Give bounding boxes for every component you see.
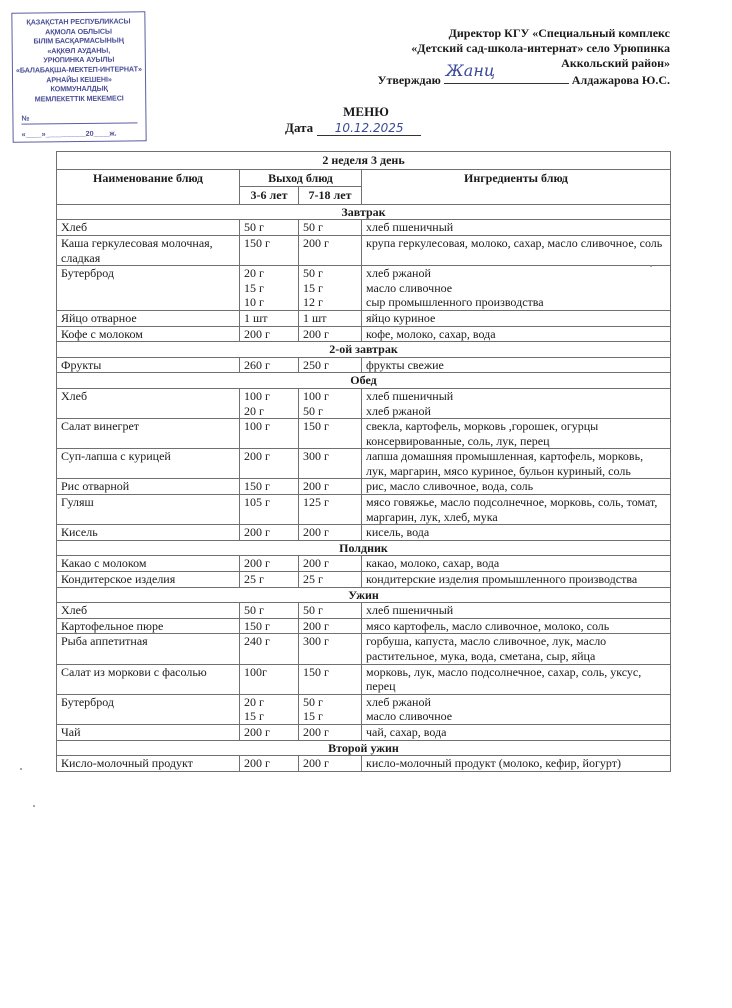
yield-3-6-line: 240 г xyxy=(244,634,270,649)
yield-7-18 xyxy=(299,326,362,342)
table-row xyxy=(57,694,671,724)
yield-3-6-line: 1 шт xyxy=(244,310,268,325)
header-yield: Выход блюд xyxy=(240,169,362,187)
table-row xyxy=(57,603,671,619)
yield-7-18-line: 250 г xyxy=(303,357,329,372)
yield-7-18 xyxy=(299,634,362,664)
ingredients xyxy=(362,694,671,724)
yield-3-6-line: 20 г xyxy=(244,403,264,418)
header-ingredients: Ингредиенты блюд xyxy=(362,169,671,204)
ingredients xyxy=(362,310,671,326)
stamp-line: «АҚКӨЛ АУДАНЫ, xyxy=(47,45,111,56)
stamp-line: АРНАЙЫ КЕШЕНІ» xyxy=(46,74,112,84)
signature-line xyxy=(444,61,569,84)
yield-3-6 xyxy=(240,449,299,479)
stamp-number-field: № xyxy=(21,112,137,124)
yield-3-6-line: 260 г xyxy=(244,357,270,372)
header-row xyxy=(57,169,671,187)
ingredients-line: мясо картофель, масло сливочное, молоко, соль xyxy=(366,618,610,633)
stamp-line: «БАЛАБАҚША-МЕКТЕП-ИНТЕРНАТ» xyxy=(15,64,142,75)
yield-7-18-line: 25 г xyxy=(303,572,323,587)
table-row xyxy=(57,495,671,525)
dish-name: Гуляш xyxy=(57,495,240,525)
ingredients-line: мясо говяжье, масло подсолнечное, морковь, соль, томат, маргарин, лук, хлеб, мука xyxy=(366,495,658,524)
yield-3-6-line: 150 г xyxy=(244,479,270,494)
scan-speck xyxy=(33,805,35,807)
yield-7-18 xyxy=(299,525,362,541)
ingredients xyxy=(362,603,671,619)
yield-3-6-line: 200 г xyxy=(244,556,270,571)
menu-table xyxy=(56,151,671,772)
yield-7-18-line: 50 г xyxy=(303,403,323,418)
yield-7-18 xyxy=(299,310,362,326)
approval-block xyxy=(378,26,670,88)
yield-7-18-line: 50 г xyxy=(303,220,323,235)
ingredients-line: свекла, картофель, морковь ,горошек, огурцы консервированные, соль, лук, перец xyxy=(366,419,599,448)
ingredients xyxy=(362,266,671,311)
section-title: Обед xyxy=(57,373,671,389)
dish-name: Фрукты xyxy=(57,357,240,373)
yield-7-18-line: 200 г xyxy=(303,556,329,571)
ingredients xyxy=(362,235,671,265)
table-row xyxy=(57,266,671,311)
header-age-7-18: 7-18 лет xyxy=(299,187,362,205)
yield-3-6-line: 10 г xyxy=(244,295,264,310)
ingredients xyxy=(362,388,671,418)
yield-3-6 xyxy=(240,664,299,694)
table-row xyxy=(57,525,671,541)
dish-name: Бутерброд xyxy=(57,694,240,724)
section-row xyxy=(57,740,671,756)
ingredients-line: кофе, молоко, сахар, вода xyxy=(366,326,496,341)
ingredients xyxy=(362,525,671,541)
table-row xyxy=(57,618,671,634)
section-title: Второй ужин xyxy=(57,740,671,756)
yield-7-18-line: 15 г xyxy=(303,280,323,295)
yield-3-6-line: 200 г xyxy=(244,724,270,739)
table-row xyxy=(57,326,671,342)
section-title: Ужин xyxy=(57,587,671,603)
yield-3-6-line: 200 г xyxy=(244,449,270,464)
yield-3-6 xyxy=(240,724,299,740)
section-row xyxy=(57,587,671,603)
yield-7-18-line: 200 г xyxy=(303,724,329,739)
approval-line-2: «Детский сад-школа-интернат» село Урюпинка xyxy=(411,41,670,55)
dish-name: Каша геркулесовая молочная, сладкая xyxy=(57,235,240,265)
ingredients-line: сыр промышленного производства xyxy=(366,295,544,310)
yield-3-6 xyxy=(240,357,299,373)
ingredients-line: чай, сахар, вода xyxy=(366,724,447,739)
dish-name: Бутерброд xyxy=(57,266,240,311)
stamp-line: АҚМОЛА ОБЛЫСЫ xyxy=(45,26,112,36)
table-row xyxy=(57,235,671,265)
yield-7-18-line: 50 г xyxy=(303,603,323,618)
date-value: 10.12.2025 xyxy=(317,121,421,136)
ingredients-line: кисель, вода xyxy=(366,525,430,540)
yield-7-18-line: 200 г xyxy=(303,525,329,540)
ingredients xyxy=(362,634,671,664)
table-row xyxy=(57,664,671,694)
stamp-line: МЕМЛЕКЕТТІК МЕКЕМЕСІ xyxy=(34,93,124,104)
dish-name: Рис отварной xyxy=(57,479,240,495)
yield-3-6-line: 20 г xyxy=(244,266,264,281)
yield-3-6-line: 100г xyxy=(244,664,267,679)
yield-7-18 xyxy=(299,572,362,588)
yield-3-6-line: 200 г xyxy=(244,326,270,341)
yield-3-6 xyxy=(240,419,299,449)
yield-7-18 xyxy=(299,235,362,265)
dish-name: Чай xyxy=(57,724,240,740)
yield-7-18 xyxy=(299,724,362,740)
yield-3-6 xyxy=(240,388,299,418)
dish-name: Кисло-молочный продукт xyxy=(57,756,240,772)
ingredients-line: горбуша, капуста, масло сливочное, лук, масло растительное, мука, вода, сметана, сыр, яйца xyxy=(366,634,607,663)
signer-name: Алдажарова Ю.С. xyxy=(571,73,670,87)
section-title: Завтрак xyxy=(57,204,671,220)
ingredients xyxy=(362,220,671,236)
dish-name: Яйцо отварное xyxy=(57,310,240,326)
ingredients-line: яйцо куриное xyxy=(366,310,436,325)
ingredients-line: хлеб ржаной xyxy=(366,403,431,418)
yield-7-18 xyxy=(299,603,362,619)
yield-3-6 xyxy=(240,572,299,588)
section-row xyxy=(57,342,671,358)
ingredients-line: хлеб пшеничный xyxy=(366,603,454,618)
yield-7-18-line: 300 г xyxy=(303,449,329,464)
yield-3-6 xyxy=(240,556,299,572)
stamp-date-field: «____»__________20____ж. xyxy=(21,128,117,139)
yield-3-6-line: 50 г xyxy=(244,603,264,618)
yield-7-18-line: 200 г xyxy=(303,756,329,771)
table-row xyxy=(57,388,671,418)
yield-3-6 xyxy=(240,756,299,772)
ingredients-line: кисло-молочный продукт (молоко, кефир, йогурт) xyxy=(366,756,621,771)
yield-3-6-line: 25 г xyxy=(244,572,264,587)
table-row xyxy=(57,634,671,664)
stamp-line: ҚАЗАҚСТАН РЕСПУБЛИКАСЫ xyxy=(26,16,131,27)
ingredients-line: хлеб ржаной xyxy=(366,266,431,281)
table-row xyxy=(57,449,671,479)
dish-name: Хлеб xyxy=(57,603,240,619)
yield-3-6-line: 150 г xyxy=(244,235,270,250)
table-row xyxy=(57,556,671,572)
yield-3-6-line: 50 г xyxy=(244,220,264,235)
ingredients-line: хлеб пшеничный xyxy=(366,220,454,235)
stamp-line: БІЛІМ БАСҚАРМАСЫНЫҢ xyxy=(33,35,124,46)
ingredients xyxy=(362,495,671,525)
yield-7-18-line: 200 г xyxy=(303,326,329,341)
ingredients-line: какао, молоко, сахар, вода xyxy=(366,556,500,571)
week-day-row xyxy=(57,152,671,170)
page-title: МЕНЮ xyxy=(343,104,389,119)
ingredients xyxy=(362,449,671,479)
dish-name: Хлеб xyxy=(57,220,240,236)
dish-name: Салат винегрет xyxy=(57,419,240,449)
yield-7-18 xyxy=(299,419,362,449)
ingredients xyxy=(362,357,671,373)
ingredients xyxy=(362,724,671,740)
scan-speck xyxy=(650,265,652,267)
header-age-3-6: 3-6 лет xyxy=(240,187,299,205)
yield-3-6-line: 200 г xyxy=(244,525,270,540)
approve-label: Утверждаю xyxy=(377,73,441,87)
yield-7-18-line: 200 г xyxy=(303,479,329,494)
signature: Жанц xyxy=(445,61,496,80)
section-row xyxy=(57,540,671,556)
yield-3-6 xyxy=(240,220,299,236)
yield-7-18 xyxy=(299,220,362,236)
yield-7-18-line: 200 г xyxy=(303,618,329,633)
dish-name: Какао с молоком xyxy=(57,556,240,572)
yield-7-18 xyxy=(299,388,362,418)
ingredients xyxy=(362,664,671,694)
dish-name: Кисель xyxy=(57,525,240,541)
yield-7-18-line: 125 г xyxy=(303,495,329,510)
table-row xyxy=(57,220,671,236)
yield-7-18-line: 50 г xyxy=(303,694,323,709)
date-label: Дата xyxy=(285,120,314,135)
yield-3-6 xyxy=(240,479,299,495)
ingredients xyxy=(362,419,671,449)
yield-7-18 xyxy=(299,266,362,311)
approval-line-3: Аккольский район» xyxy=(561,56,670,70)
yield-7-18-line: 50 г xyxy=(303,266,323,281)
dish-name: Кофе с молоком xyxy=(57,326,240,342)
ingredients xyxy=(362,572,671,588)
yield-3-6-line: 150 г xyxy=(244,618,270,633)
ingredients-line: лапша домашняя промышленная, картофель, морковь, лук, маргарин, мясо куриное, бульон куриный, соль xyxy=(366,449,644,478)
yield-7-18 xyxy=(299,357,362,373)
ingredients-line: хлеб пшеничный xyxy=(366,388,454,403)
table-row xyxy=(57,724,671,740)
table-row xyxy=(57,419,671,449)
date-row xyxy=(285,120,421,136)
table-row xyxy=(57,756,671,772)
dish-name: Хлеб xyxy=(57,388,240,418)
yield-7-18 xyxy=(299,618,362,634)
yield-7-18 xyxy=(299,449,362,479)
yield-3-6 xyxy=(240,634,299,664)
yield-7-18-line: 150 г xyxy=(303,664,329,679)
yield-7-18-line: 15 г xyxy=(303,709,323,724)
section-row xyxy=(57,204,671,220)
ingredients-line: морковь, лук, масло подсолнечное, сахар, соль, уксус, перец xyxy=(366,664,642,694)
yield-7-18 xyxy=(299,556,362,572)
official-stamp xyxy=(11,11,146,142)
dish-name: Салат из моркови с фасолью xyxy=(57,664,240,694)
yield-3-6-line: 200 г xyxy=(244,756,270,771)
dish-name: Рыба аппетитная xyxy=(57,634,240,664)
ingredients-line: кондитерские изделия промышленного производства xyxy=(366,572,638,587)
ingredients-line: масло сливочное xyxy=(366,709,453,724)
yield-7-18 xyxy=(299,756,362,772)
yield-3-6 xyxy=(240,618,299,634)
yield-7-18 xyxy=(299,664,362,694)
ingredients-line: масло сливочное xyxy=(366,280,453,295)
yield-7-18 xyxy=(299,694,362,724)
stamp-line: КОММУНАЛДЫҚ xyxy=(50,83,108,94)
yield-7-18-line: 12 г xyxy=(303,295,323,310)
table-row xyxy=(57,479,671,495)
table-row xyxy=(57,357,671,373)
ingredients xyxy=(362,479,671,495)
dish-name: Кондитерское изделия xyxy=(57,572,240,588)
yield-7-18-line: 150 г xyxy=(303,419,329,434)
week-day-header: 2 неделя 3 день xyxy=(57,152,671,170)
yield-3-6-line: 15 г xyxy=(244,709,264,724)
table-row xyxy=(57,310,671,326)
yield-7-18 xyxy=(299,495,362,525)
ingredients-line: крупа геркулесовая, молоко, сахар, масло сливочное, соль xyxy=(366,235,663,250)
yield-3-6-line: 100 г xyxy=(244,419,270,434)
ingredients xyxy=(362,556,671,572)
table-row xyxy=(57,572,671,588)
header-dish-name: Наименование блюд xyxy=(57,169,240,204)
yield-3-6 xyxy=(240,694,299,724)
yield-3-6 xyxy=(240,603,299,619)
yield-7-18-line: 100 г xyxy=(303,388,329,403)
yield-3-6-line: 105 г xyxy=(244,495,270,510)
ingredients xyxy=(362,326,671,342)
yield-3-6-line: 20 г xyxy=(244,694,264,709)
yield-3-6 xyxy=(240,495,299,525)
section-title: 2-ой завтрак xyxy=(57,342,671,358)
yield-3-6-line: 100 г xyxy=(244,388,270,403)
yield-3-6-line: 15 г xyxy=(244,280,264,295)
yield-3-6 xyxy=(240,266,299,311)
yield-7-18-line: 200 г xyxy=(303,235,329,250)
approval-line-1: Директор КГУ «Специальный комплекс xyxy=(448,26,670,40)
ingredients-line: хлеб ржаной xyxy=(366,694,431,709)
ingredients-line: фрукты свежие xyxy=(366,357,444,372)
yield-7-18 xyxy=(299,479,362,495)
yield-7-18-line: 1 шт xyxy=(303,310,327,325)
ingredients-line: рис, масло сливочное, вода, соль xyxy=(366,479,534,494)
dish-name: Картофельное пюре xyxy=(57,618,240,634)
yield-3-6 xyxy=(240,326,299,342)
ingredients xyxy=(362,618,671,634)
yield-7-18-line: 300 г xyxy=(303,634,329,649)
section-title: Полдник xyxy=(57,540,671,556)
scan-speck xyxy=(20,768,22,770)
stamp-line: УРЮПИНКА АУЫЛЫ xyxy=(43,55,115,65)
section-row xyxy=(57,373,671,389)
ingredients xyxy=(362,756,671,772)
yield-3-6 xyxy=(240,310,299,326)
yield-3-6 xyxy=(240,525,299,541)
yield-3-6 xyxy=(240,235,299,265)
dish-name: Суп-лапша с курицей xyxy=(57,449,240,479)
